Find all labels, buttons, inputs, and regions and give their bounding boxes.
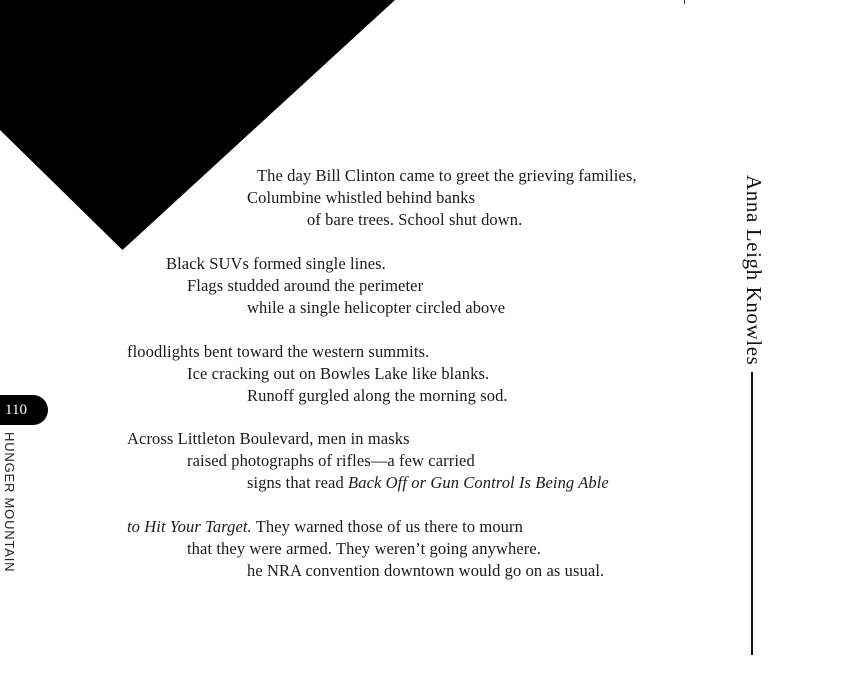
page-number-tab: [0, 395, 48, 425]
author-name: Anna Leigh Knowles: [742, 175, 766, 366]
poem-line: raised photographs of rifles—a few carried: [187, 451, 475, 470]
poem-line-plain: signs that read: [247, 473, 349, 492]
poem-line: of bare trees. School shut down.: [307, 210, 523, 229]
page-number: 110: [5, 402, 27, 418]
poem-line: [127, 517, 523, 537]
poem-line: Runoff gurgled along the morning sod.: [247, 386, 508, 405]
poem-line: that they were armed. They weren’t going anywhere.: [187, 539, 541, 558]
poem-line: while a single helicopter circled above: [247, 298, 506, 317]
poem-line: Flags studded around the perimeter: [187, 276, 424, 295]
poem-line: [247, 473, 609, 493]
page-edge-mark: [684, 0, 685, 4]
magazine-title: HUNGER MOUNTAIN: [2, 432, 17, 573]
poem-line: Across Littleton Boulevard, men in masks: [127, 429, 410, 448]
poem-line: Ice cracking out on Bowles Lake like blanks.: [187, 364, 490, 383]
poem-line-italic: to Hit Your Target.: [127, 517, 252, 536]
poem-line-plain: They warned those of us there to mourn: [251, 517, 523, 536]
author-rule: [751, 372, 753, 655]
poem-line: Columbine whistled behind banks: [247, 188, 476, 207]
poem-line: he NRA convention downtown would go on as usual.: [247, 561, 605, 580]
poem-line: The day Bill Clinton came to greet the grieving families,: [257, 166, 637, 185]
poem-line: Black SUVs formed single lines.: [166, 254, 386, 273]
poem-line: floodlights bent toward the western summits.: [127, 342, 430, 361]
poem-line-italic: Back Off or Gun Control Is Being Able: [348, 473, 609, 492]
